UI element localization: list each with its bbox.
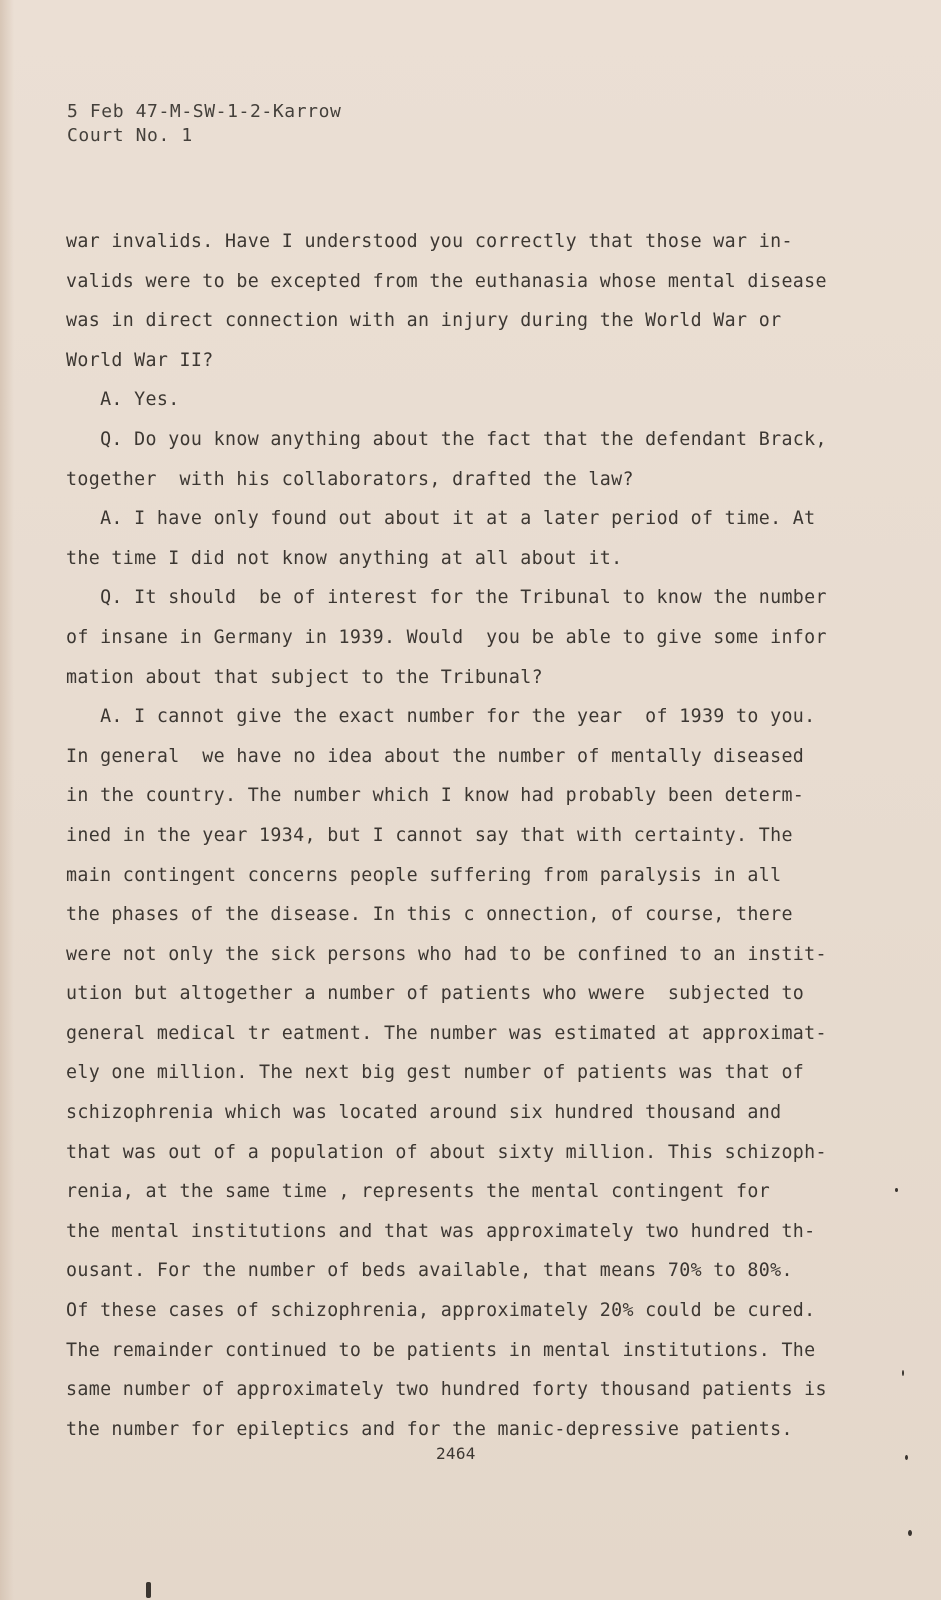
header-date-reference: 5 Feb 47-M-SW-1-2-Karrow xyxy=(67,101,342,122)
transcript-line: ely one million. The next big gest number of patients was that of xyxy=(66,1062,805,1084)
transcript-line: war invalids. Have I understood you correctly that those war in- xyxy=(66,231,793,252)
transcript-body xyxy=(66,222,896,1449)
transcript-line: the number for epileptics and for the manic-depressive patients. xyxy=(66,1418,793,1440)
transcript-line: A. I cannot give the exact number for the year of 1939 to you. xyxy=(66,706,816,728)
transcript-line: A. I have only found out about it at a later period of time. At xyxy=(66,508,816,530)
transcript-line: together with his collaborators, drafted the law? xyxy=(66,468,634,490)
transcript-line: Q. Do you know anything about the fact that the defendant Brack, xyxy=(66,428,827,450)
transcript-line: ined in the year 1934, but I cannot say that with certainty. The xyxy=(66,824,793,846)
header-court-number: Court No. 1 xyxy=(67,125,193,146)
paper-speck xyxy=(146,1582,151,1598)
transcript-line: In general we have no idea about the number of mentally diseased xyxy=(66,745,805,767)
transcript-line: were not only the sick persons who had to be confined to an instit- xyxy=(66,943,827,965)
transcript-line: the phases of the disease. In this c onnection, of course, there xyxy=(66,904,793,926)
transcript-line: Of these cases of schizophrenia, approximately 20% could be cured. xyxy=(66,1300,816,1322)
transcript-line: World War II? xyxy=(66,349,214,371)
paper-speck xyxy=(908,1530,912,1536)
transcript-line: ousant. For the number of beds available, that means 70% to 80%. xyxy=(66,1260,793,1282)
document-header xyxy=(67,100,342,148)
transcript-line: A. Yes. xyxy=(66,389,180,411)
transcript-line: schizophrenia which was located around six hundred thousand and xyxy=(66,1102,782,1124)
transcript-line: the time I did not know anything at all about it. xyxy=(66,547,623,569)
transcript-line: mation about that subject to the Tribunal? xyxy=(66,666,543,688)
transcript-line: renia, at the same time , represents the mental contingent for xyxy=(66,1181,771,1203)
paper-speck xyxy=(905,1455,908,1460)
transcript-line: of insane in Germany in 1939. Would you be able to give some infor xyxy=(66,626,827,648)
transcript-line: The remainder continued to be patients in mental institutions. The xyxy=(66,1339,816,1361)
paper-edge-shadow xyxy=(0,0,14,1600)
transcript-line: that was out of a population of about sixty million. This schizoph- xyxy=(66,1141,827,1163)
transcript-line: ution but altogether a number of patients who wwere subjected to xyxy=(66,983,805,1005)
transcript-line: main contingent concerns people suffering from paralysis in all xyxy=(66,864,782,886)
transcript-line: valids were to be excepted from the euthanasia whose mental disease xyxy=(66,270,827,292)
paper-speck xyxy=(902,1370,904,1376)
transcript-line: was in direct connection with an injury during the World War or xyxy=(66,310,782,332)
transcript-line: general medical tr eatment. The number was estimated at approximat- xyxy=(66,1022,827,1044)
transcript-line: Q. It should be of interest for the Tribunal to know the number xyxy=(66,587,827,609)
paper-speck xyxy=(895,1188,898,1192)
transcript-line: same number of approximately two hundred forty thousand patients is xyxy=(66,1379,827,1401)
transcript-line: in the country. The number which I know had probably been determ- xyxy=(66,785,805,807)
page-number: 2464 xyxy=(436,1444,476,1463)
transcript-line: the mental institutions and that was approximately two hundred th- xyxy=(66,1220,816,1242)
